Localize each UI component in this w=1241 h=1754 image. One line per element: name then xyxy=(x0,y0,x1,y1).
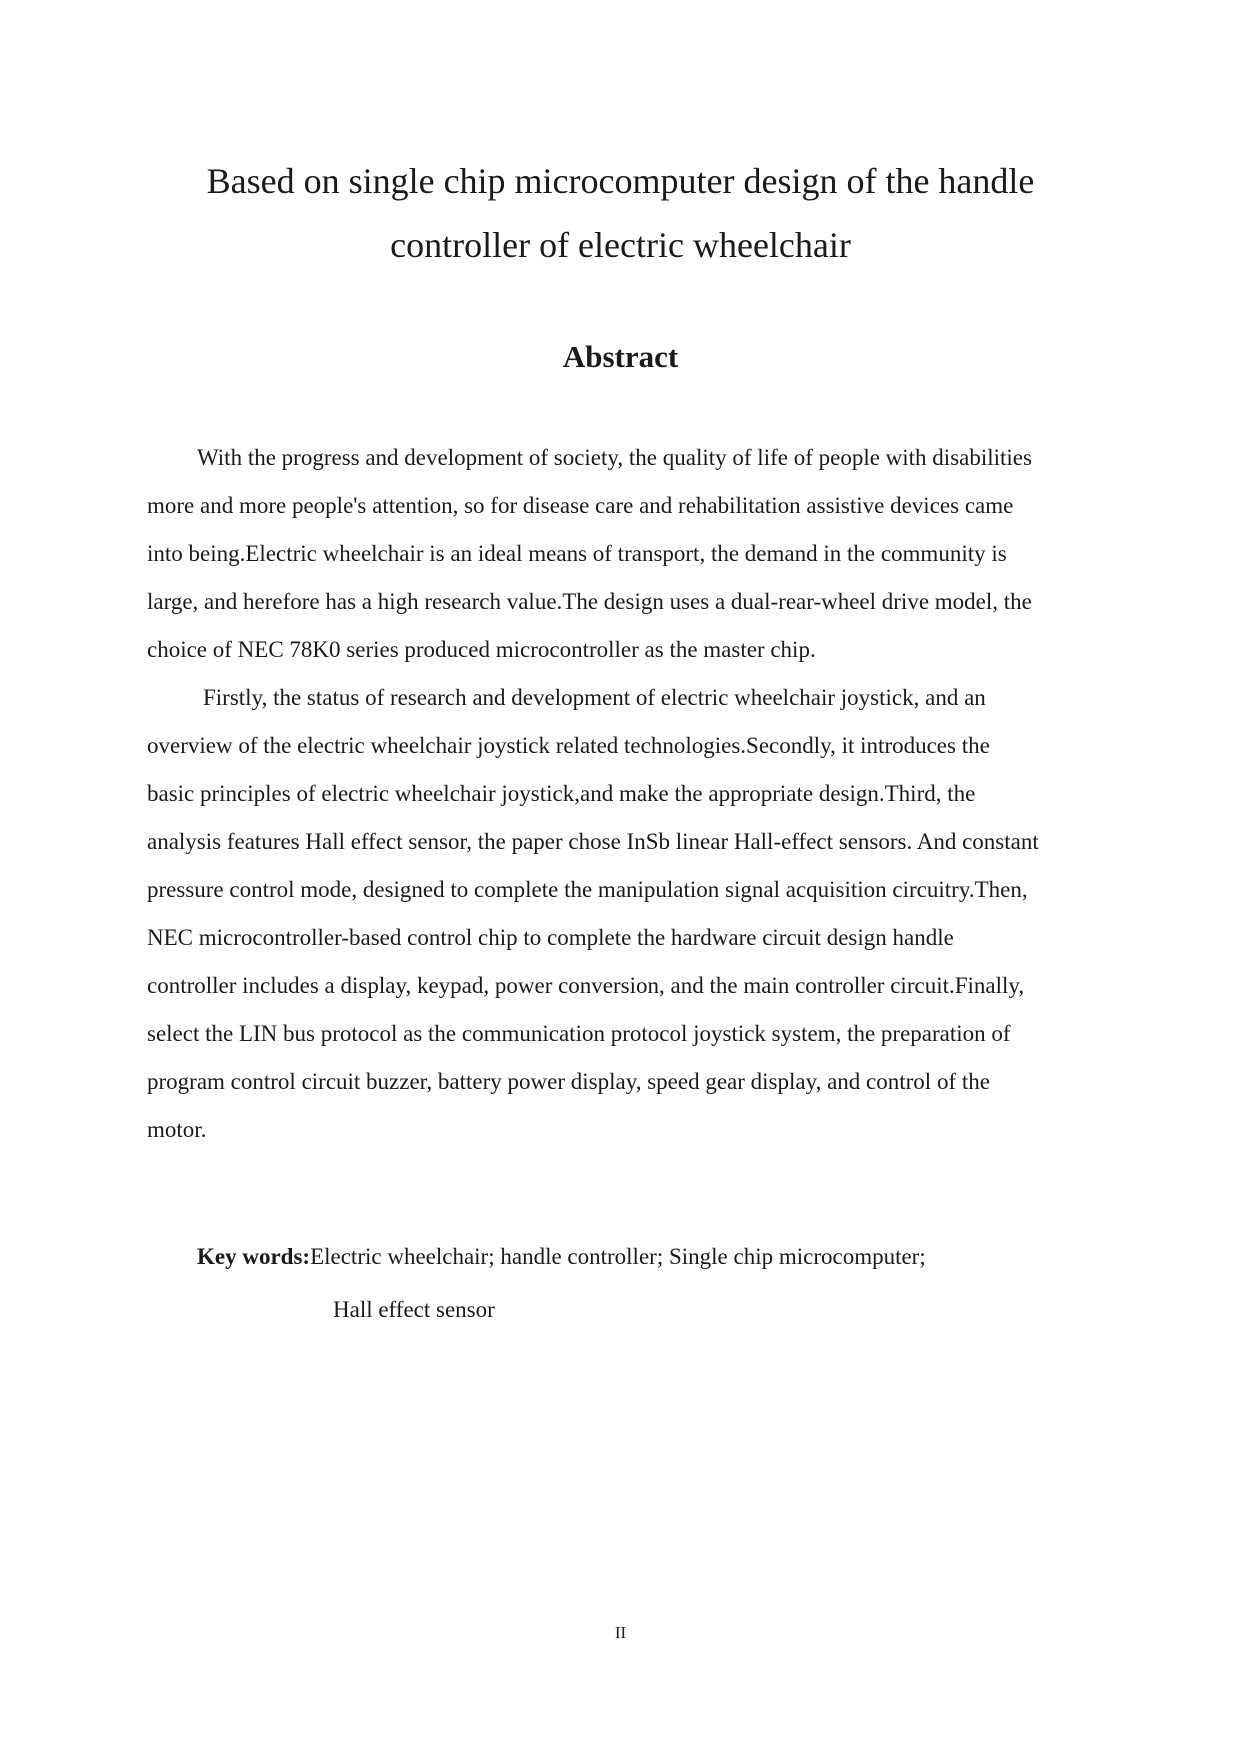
document-title-line-2: controller of electric wheelchair xyxy=(390,225,851,265)
paragraph-1-line-2: more and more people's attention, so for disease care and rehabilitation assistive devices came xyxy=(147,493,1014,518)
abstract-heading: Abstract xyxy=(562,339,679,374)
paragraph-2-line-3: basic principles of electric wheelchair joystick,and make the appropriate design.Third, the xyxy=(147,781,976,806)
keywords-line-1 xyxy=(197,1242,926,1272)
paragraph-2-line-1: Firstly, the status of research and development of electric wheelchair joystick, and an xyxy=(203,685,986,710)
paragraph-2-line-9: program control circuit buzzer, battery power display, speed gear display, and control of the xyxy=(147,1069,990,1094)
paragraph-2-line-7: controller includes a display, keypad, power conversion, and the main controller circuit.Finally, xyxy=(147,973,1025,998)
keywords-label: Key words: xyxy=(197,1244,311,1269)
paragraph-2-line-10: motor. xyxy=(147,1117,207,1142)
paragraph-2-line-2: overview of the electric wheelchair joystick related technologies.Secondly, it introduces the xyxy=(147,733,990,758)
paragraph-2-line-8: select the LIN bus protocol as the communication protocol joystick system, the preparation of xyxy=(147,1021,1011,1046)
paragraph-1-line-3: into being.Electric wheelchair is an ideal means of transport, the demand in the community is xyxy=(147,541,1007,566)
paragraph-1-line-1: With the progress and development of society, the quality of life of people with disabilities xyxy=(197,445,1032,470)
paragraph-2-line-4: analysis features Hall effect sensor, the paper chose InSb linear Hall-effect sensors. And constant xyxy=(147,829,1039,854)
keywords-line-2: Hall effect sensor xyxy=(333,1297,495,1322)
page-number: II xyxy=(614,1623,627,1642)
paragraph-1-line-4: large, and herefore has a high research value.The design uses a dual-rear-wheel drive model, the xyxy=(147,589,1032,614)
paragraph-2-line-5: pressure control mode, designed to complete the manipulation signal acquisition circuitry.Then, xyxy=(147,877,1028,902)
paragraph-2-line-6: NEC microcontroller-based control chip to complete the hardware circuit design handle xyxy=(147,925,954,950)
keywords-text-1: Electric wheelchair; handle controller; Single chip microcomputer; xyxy=(310,1244,926,1269)
document-title-line-1: Based on single chip microcomputer design of the handle xyxy=(206,161,1035,201)
paragraph-1-line-5: choice of NEC 78K0 series produced microcontroller as the master chip. xyxy=(147,637,816,662)
